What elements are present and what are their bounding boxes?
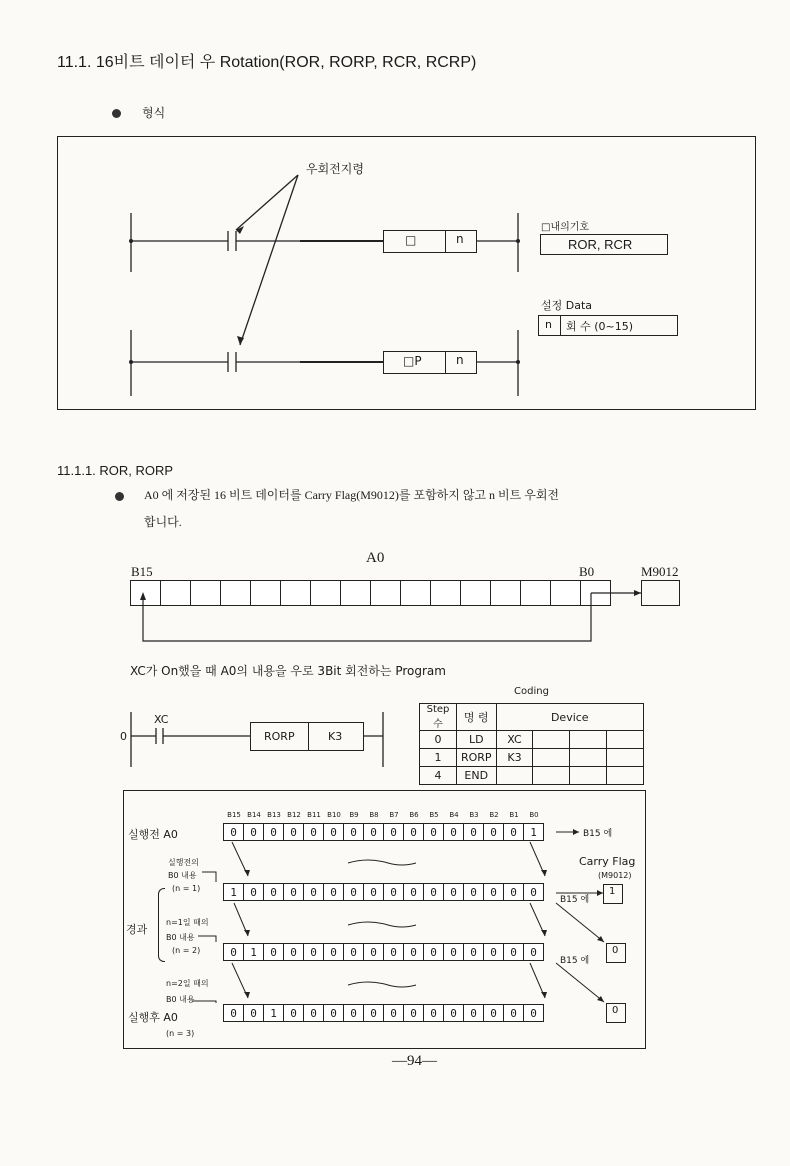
program-caption: XC가 On했을 때 A0의 내용을 우로 3Bit 회전하는 Program bbox=[130, 664, 446, 678]
bit-cell: 0 bbox=[363, 1004, 384, 1022]
bit-header: B6 bbox=[409, 811, 419, 819]
description-line-1: A0 에 저장된 16 비트 데이터를 Carry Flag(M9012)를 포함하지 않고 n 비트 우회전 bbox=[144, 488, 560, 502]
bit-cell: 0 bbox=[263, 823, 284, 841]
bit-cell: 0 bbox=[443, 883, 464, 901]
ladder-step: 0 bbox=[120, 730, 127, 743]
bit-cell: 0 bbox=[383, 823, 404, 841]
bit-cell: 0 bbox=[463, 943, 484, 961]
bit-cell: 0 bbox=[323, 883, 344, 901]
bit-cell: 0 bbox=[403, 943, 424, 961]
bit-cell: 0 bbox=[283, 883, 304, 901]
before-label: 실행전 A0 bbox=[128, 828, 178, 841]
bit-header: B13 bbox=[267, 811, 281, 819]
bit-cell: 0 bbox=[303, 1004, 324, 1022]
page-number: —94— bbox=[392, 1053, 437, 1069]
bit-cell: 0 bbox=[223, 1004, 244, 1022]
coding-cell: LD bbox=[456, 731, 496, 749]
bit-header: B4 bbox=[449, 811, 459, 819]
coding-cell: 4 bbox=[420, 767, 457, 785]
coding-cell: RORP bbox=[456, 749, 496, 767]
bit-header: B11 bbox=[307, 811, 321, 819]
carry-value-2: 0 bbox=[612, 945, 619, 956]
instruction-p-n: n bbox=[456, 353, 464, 367]
bit-cell: 0 bbox=[443, 1004, 464, 1022]
bit-cell: 0 bbox=[423, 1004, 444, 1022]
bit-cell: 0 bbox=[483, 823, 504, 841]
carry-device: (M9012) bbox=[598, 871, 632, 880]
bit-cell: 0 bbox=[283, 1004, 304, 1022]
coding-header-step: Step수 bbox=[420, 704, 457, 731]
bit-cell: 0 bbox=[443, 823, 464, 841]
bit-cell: 0 bbox=[363, 823, 384, 841]
bit-cell: 0 bbox=[463, 1004, 484, 1022]
coding-cell: XC bbox=[496, 731, 533, 749]
section-title: 11.1. 16비트 데이터 우 Rotation(ROR, RORP, RCR, RCRP) bbox=[57, 54, 477, 71]
carry-value-1: 1 bbox=[609, 886, 616, 897]
bit-header: B9 bbox=[349, 811, 359, 819]
description-line-2: 합니다. bbox=[144, 515, 182, 529]
bit-cell: 0 bbox=[283, 823, 304, 841]
bit-cell: 0 bbox=[343, 943, 364, 961]
bit-cell: 0 bbox=[523, 943, 544, 961]
bit-cell: 0 bbox=[343, 1004, 364, 1022]
bit-header: B15 bbox=[227, 811, 241, 819]
bit-cell: 0 bbox=[443, 943, 464, 961]
coding-cell: 0 bbox=[420, 731, 457, 749]
note2b: B0 내용 bbox=[166, 933, 195, 942]
bit-cell: 0 bbox=[343, 883, 364, 901]
symbol-label: □내의기호 bbox=[541, 222, 590, 233]
coding-title: Coding bbox=[514, 686, 549, 697]
process-label: 경과 bbox=[126, 923, 148, 936]
bit-cell: 0 bbox=[343, 823, 364, 841]
bit-cell: 0 bbox=[503, 943, 524, 961]
coding-cell: END bbox=[456, 767, 496, 785]
bit-cell: 0 bbox=[423, 823, 444, 841]
ladder-operand: K3 bbox=[328, 730, 343, 743]
bit-header: B10 bbox=[327, 811, 341, 819]
note1c: (n = 1) bbox=[172, 884, 201, 893]
ladder-instruction: RORP bbox=[264, 730, 295, 743]
bit-cell: 0 bbox=[403, 823, 424, 841]
bit-cell: 0 bbox=[463, 883, 484, 901]
bit-cell: 0 bbox=[243, 883, 264, 901]
carry-value-3: 0 bbox=[612, 1005, 619, 1016]
bit-cell: 0 bbox=[403, 1004, 424, 1022]
bit-cell: 0 bbox=[503, 1004, 524, 1022]
bit-cell: 0 bbox=[503, 883, 524, 901]
ladder-contact: XC bbox=[154, 713, 169, 726]
bit-cell: 0 bbox=[363, 943, 384, 961]
bit-cell: 0 bbox=[323, 823, 344, 841]
bit-cell: 0 bbox=[363, 883, 384, 901]
bit-cell: 0 bbox=[383, 943, 404, 961]
after-label: 실행후 A0 bbox=[128, 1011, 178, 1024]
bit-cell: 0 bbox=[263, 883, 284, 901]
coding-header-device: Device bbox=[496, 704, 643, 731]
setting-value: 회 수 (0~15) bbox=[566, 320, 634, 333]
coding-cell: 1 bbox=[420, 749, 457, 767]
bit-cell: 0 bbox=[303, 823, 324, 841]
setting-label: 설정 Data bbox=[541, 299, 593, 312]
bit-cell: 0 bbox=[383, 883, 404, 901]
bit-cell: 0 bbox=[463, 823, 484, 841]
bit-header: B7 bbox=[389, 811, 399, 819]
flag-label: M9012 bbox=[641, 564, 679, 579]
bit-cell: 0 bbox=[283, 943, 304, 961]
note1b: B0 내용 bbox=[168, 871, 197, 880]
instruction-symbol: □ bbox=[405, 233, 417, 247]
to-b15-label-0: B15 에 bbox=[583, 829, 613, 839]
bit-cell: 0 bbox=[523, 883, 544, 901]
b0-label: B0 bbox=[579, 564, 595, 579]
coding-header-instr: 명 령 bbox=[456, 704, 496, 731]
symbol-value: ROR, RCR bbox=[568, 237, 633, 252]
bit-cell: 0 bbox=[323, 943, 344, 961]
bit-cell: 0 bbox=[423, 943, 444, 961]
note2a: n=1일 때의 bbox=[166, 918, 209, 927]
bit-cell: 0 bbox=[423, 883, 444, 901]
subsection-title: 11.1.1. ROR, RORP bbox=[57, 463, 174, 478]
bit-cell: 1 bbox=[523, 823, 544, 841]
note3a: n=2일 때의 bbox=[166, 979, 209, 988]
bit-cell: 1 bbox=[243, 943, 264, 961]
bit-cell: 0 bbox=[223, 943, 244, 961]
to-b15-label-1: B15 에 bbox=[560, 895, 590, 905]
note3c: (n = 3) bbox=[166, 1029, 195, 1038]
bit-cell: 0 bbox=[483, 883, 504, 901]
bit-cell: 0 bbox=[303, 943, 324, 961]
bit-header: B8 bbox=[369, 811, 379, 819]
to-b15-label-2: B15 에 bbox=[560, 956, 590, 966]
bit-cell: 0 bbox=[403, 883, 424, 901]
bit-cell: 1 bbox=[223, 883, 244, 901]
format-label: 형식 bbox=[142, 106, 166, 120]
instruction-p-symbol: □P bbox=[403, 354, 422, 368]
bit-cell: 0 bbox=[483, 1004, 504, 1022]
note1a: 실행전의 bbox=[168, 858, 199, 867]
bit-cell: 0 bbox=[243, 823, 264, 841]
bit-header: B2 bbox=[489, 811, 499, 819]
note2c: (n = 2) bbox=[172, 946, 201, 955]
register-label: A0 bbox=[366, 550, 385, 566]
bit-header: B0 bbox=[529, 811, 539, 819]
bit-header: B12 bbox=[287, 811, 301, 819]
bit-header: B14 bbox=[247, 811, 261, 819]
carry-label: Carry Flag bbox=[579, 855, 636, 868]
bit-cell: 0 bbox=[243, 1004, 264, 1022]
bit-cell: 1 bbox=[263, 1004, 284, 1022]
bit-cell: 0 bbox=[483, 943, 504, 961]
bit-cell: 0 bbox=[503, 823, 524, 841]
bit-header: B5 bbox=[429, 811, 439, 819]
bit-cell: 0 bbox=[263, 943, 284, 961]
bit-header: B1 bbox=[509, 811, 519, 819]
bit-cell: 0 bbox=[323, 1004, 344, 1022]
bit-cell: 0 bbox=[303, 883, 324, 901]
bit-cell: 0 bbox=[383, 1004, 404, 1022]
b15-label: B15 bbox=[131, 564, 153, 579]
bit-cell: 0 bbox=[523, 1004, 544, 1022]
bit-cell: 0 bbox=[223, 823, 244, 841]
setting-n: n bbox=[545, 318, 552, 331]
bit-header: B3 bbox=[469, 811, 479, 819]
coding-cell: K3 bbox=[496, 749, 533, 767]
callout-label: 우회전지령 bbox=[306, 162, 364, 176]
instruction-n: n bbox=[456, 232, 464, 246]
note3b: B0 내용 bbox=[166, 995, 195, 1004]
